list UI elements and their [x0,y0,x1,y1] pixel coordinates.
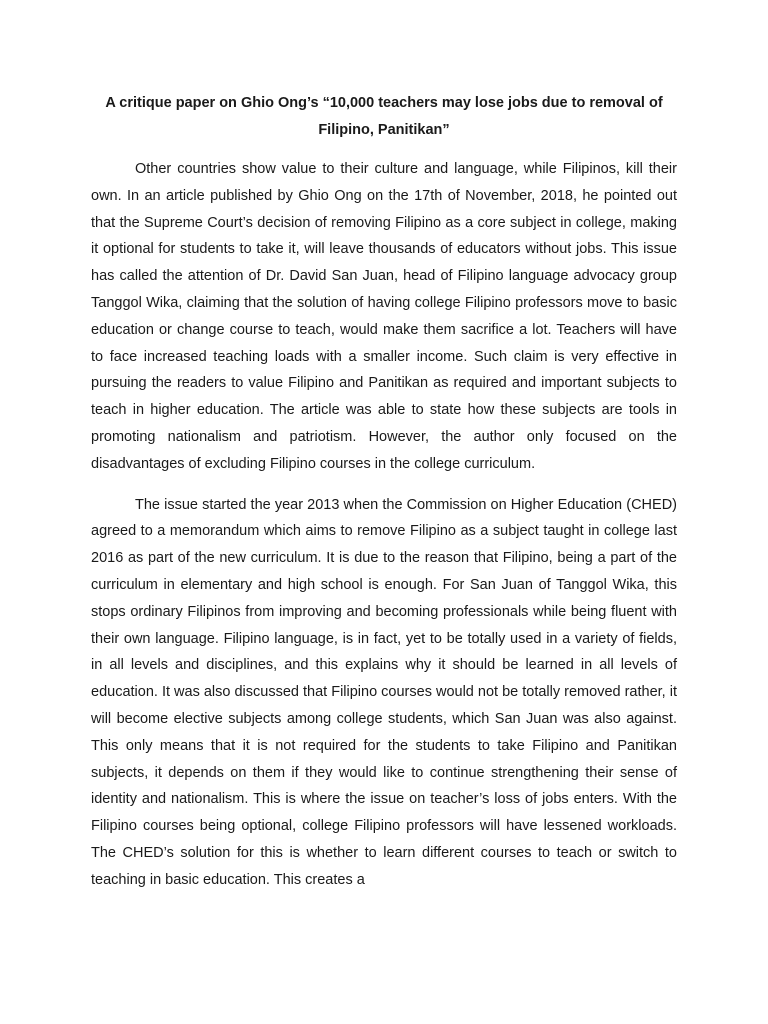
document-page [91,90,677,908]
paragraph-2: The issue started the year 2013 when the Commission on Higher Education (CHED) agreed to a memorandum which aims to remove Filipino as a subject taught in college last 2016 as part of the new curriculum. It is due to the reason that Filipino, being a part of the curriculum in elementary and high school is enough. For San Juan of Tanggol Wika, this stops ordinary Filipinos from improving and becoming professionals while being fluent with their own language. Filipino language, is in fact, yet to be totally used in a variety of fields, in all levels and disciplines, and this explains why it should be learned in all levels of education. It was also discussed that Filipino courses would not be totally removed rather, it will become elective subjects among college students, which San Juan was also against. This only means that it is not required for the students to take Filipino and Panitikan subjects, it depends on them if they would like to continue strengthening their sense of identity and nationalism. This is where the issue on teacher’s loss of jobs enters. With the Filipino courses being optional, college Filipino professors will have lessened workloads. The CHED’s solution for this is whether to learn different courses to teach or switch to teaching in basic education. This creates a [91,496,677,888]
paragraph-1: Other countries show value to their culture and language, while Filipinos, kill their own. In an article published by Ghio Ong on the 17th of November, 2018, he pointed out that the Supreme Court’s decision of removing Filipino as a core subject in college, making it optional for students to take it, will leave thousands of educators without jobs. This issue has called the attention of Dr. David San Juan, head of Filipino language advocacy group Tanggol Wika, claiming that the solution of having college Filipino professors move to basic education or change course to teach, would make them sacrifice a lot. Teachers will have to face increased teaching loads with a smaller income. Such claim is very effective in pursuing the readers to value Filipino and Panitikan as required and important subjects to teach in higher education. The article was able to state how these subjects are tools in promoting nationalism and patriotism. However, the author only focused on the disadvantages of excluding Filipino courses in the college curriculum. [91,161,677,472]
document-title: A critique paper on Ghio Ong’s “10,000 teachers may lose jobs due to removal of Filipino, Panitikan” [105,95,663,138]
